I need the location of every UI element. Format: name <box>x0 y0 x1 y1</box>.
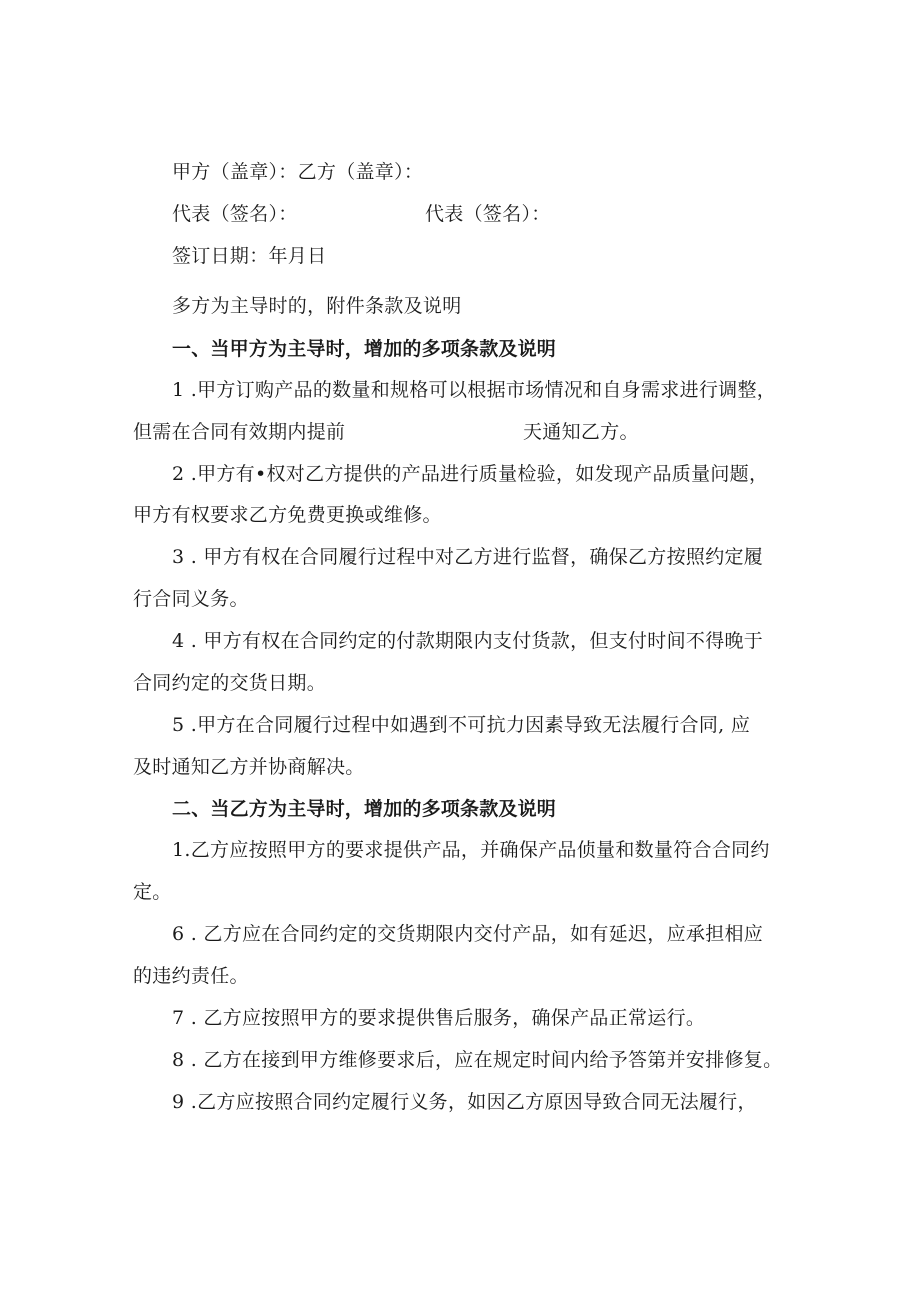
signature-rep-a: 代表（签名）： <box>172 203 298 225</box>
section2-heading: 二、当乙方为主导时，增加的多项条款及说明 <box>172 798 557 820</box>
section1-heading: 一、当甲方为主导时，增加的多项条款及说明 <box>172 338 557 360</box>
section1-item-5-line2: 及时通知乙方并协商解决。 <box>133 756 365 778</box>
section1-item-1-line2a: 但需在合同有效期内提前 <box>133 421 346 443</box>
section1-item-5-line1: 5 .甲方在合同履行过程中如遇到不可抗力因素导致无法履行合同, 应 <box>172 714 751 736</box>
section2-item-1-line2: 定。 <box>133 881 172 903</box>
section2-item-7-line1: 7 . 乙方应按照甲方的要求提供售后服务，确保产品正常运行。 <box>172 1007 706 1029</box>
section1-item-4-line2: 合同约定的交货日期。 <box>133 672 327 694</box>
signature-party-line: 甲方（盖章）：乙方（盖章）： <box>172 161 424 183</box>
section1-item-3-line1: 3 . 甲方有权在合同履行过程中对乙方进行监督，确保乙方按照约定履 <box>172 546 764 568</box>
section2-item-1-line1: 1.乙方应按照甲方的要求提供产品，并确保产品侦量和数量符合合同约 <box>172 839 770 861</box>
section1-item-3-line2: 行合同义务。 <box>133 588 249 610</box>
intro-text: 多方为主导时的，附件条款及说明 <box>172 295 462 317</box>
section2-item-9-line1: 9 .乙方应按照合同约定履行义务，如因乙方原因导致合同无法履行， <box>172 1091 757 1113</box>
signature-date: 签订日期：年月日 <box>172 245 327 267</box>
section2-item-8-line1: 8 . 乙方在接到甲方维修要求后，应在规定时间内给予答第并安排修复。 <box>172 1049 783 1071</box>
section2-item-6-line2: 的违约责任。 <box>133 965 249 987</box>
signature-rep-b: 代表（签名）： <box>425 203 551 225</box>
section1-item-1-line1: 1 .甲方订购产品的数量和规格可以根据市场情况和自身需求进行调整， <box>172 379 777 401</box>
section1-item-1-line2b: 天通知乙方。 <box>523 421 639 443</box>
section1-item-2-line2: 甲方有权要求乙方免费更换或维修。 <box>133 504 442 526</box>
section2-item-6-line1: 6 . 乙方应在合同约定的交货期限内交付产品，如有延迟，应承担相应 <box>172 923 764 945</box>
section1-item-2-line1: 2 .甲方有•权对乙方提供的产品进行质量检验，如发现产品质量问题， <box>172 463 769 485</box>
section1-item-4-line1: 4 . 甲方有权在合同约定的付款期限内支付货款，但支付时间不得晚于 <box>172 630 764 652</box>
